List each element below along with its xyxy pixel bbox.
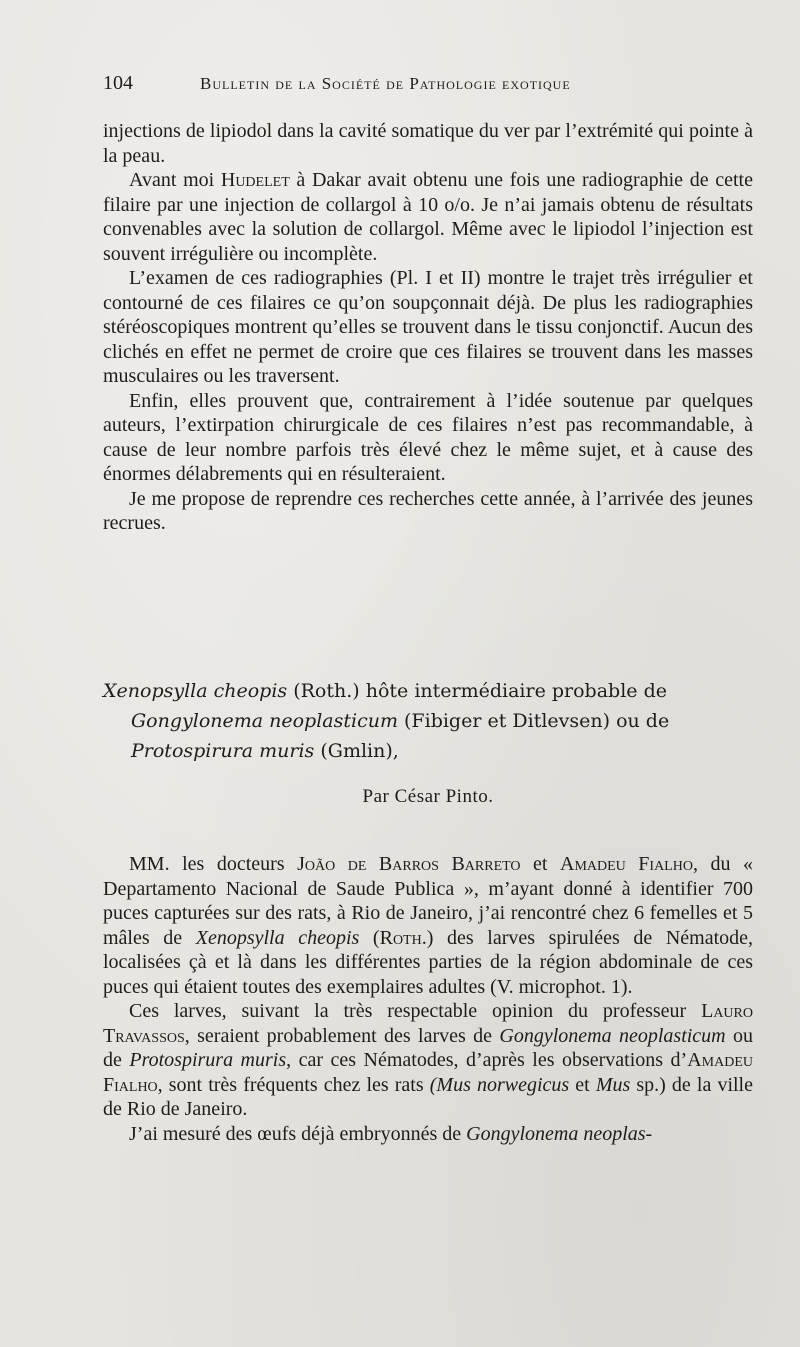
species-name: Mus: [595, 1073, 631, 1096]
species-name: (Mus norwegicus: [429, 1073, 570, 1096]
text-run: (Gmlin),: [314, 740, 399, 762]
paragraph: [103, 999, 753, 1122]
running-head: Bulletin de la Société de Pathologie exotique: [200, 74, 571, 93]
title-line: [103, 706, 753, 736]
text-run: , seraient probablement des larves de: [184, 1024, 500, 1047]
author-name: Amadeu Fialho: [560, 853, 693, 875]
previous-article-end: [103, 119, 753, 536]
species-name: Protospirura muris: [131, 740, 315, 762]
text-run: et: [520, 853, 560, 875]
text-run: ou de: [103, 1024, 753, 1071]
page-number: 104: [103, 72, 133, 94]
article-title: [103, 676, 753, 766]
text-run: et: [569, 1073, 596, 1096]
paragraph: [103, 1122, 753, 1147]
text-run: (: [359, 926, 380, 949]
paragraph: [103, 168, 753, 266]
text-run: MM. les docteurs: [129, 853, 298, 875]
species-name: Gongylonema neoplasticum: [131, 710, 398, 732]
text-run: (Fibiger et Ditlevsen) ou de: [397, 710, 670, 732]
text-run: J’ai mesuré des œufs déjà embryonnés de: [129, 1122, 467, 1145]
paragraph: L’examen de ces radiographies (Pl. I et II) montre le trajet très irrégulier et contourné de ces filaires ce qu’on soupçonnait déjà. De plus les radiographies stéréoscopiques montrent qu’elles se trouvent dans le tissu conjonctif. Aucun des clichés en effet ne permet de croire que ces filaires se trouvent dans les masses musculaires ou les traversent.: [103, 267, 753, 387]
page-header: [103, 72, 753, 102]
paragraph: Je me propose de reprendre ces recherches cette année, à l’arrivée des jeunes recrues.: [103, 487, 753, 534]
species-name: Protospirura muris: [129, 1049, 287, 1071]
author-name: Lauro Travassos: [103, 1000, 753, 1047]
paragraph: injections de lipiodol dans la cavité somatique du ver par l’extrémité qui pointe à la peau.: [103, 120, 753, 167]
text-run: ) des larves spirulées de Nématode, localisées çà et là dans les différentes parties de la région abdominale de ces puces qui étaient toutes des exemplaires adultes (V. microphot. 1).: [103, 926, 754, 998]
species-name: Gongylonema neoplas-: [466, 1122, 653, 1145]
author-name: Amadeu Fialho: [103, 1049, 753, 1096]
author-name: Roth.: [379, 926, 427, 949]
text-run: , du « Departamento Nacional de Saude Publica », m’ayant donné à identifier 700 puces capturées sur des rats, à Rio de Janeiro, j’ai rencontré chez 6 femelles et 5 mâles de: [103, 853, 753, 949]
text-run: Avant moi: [129, 169, 221, 191]
species-name: Gongylonema neoplasticum: [499, 1024, 726, 1047]
paragraph: Enfin, elles prouvent que, contrairement à l’idée soutenue par quelques auteurs, l’extirpation chirurgicale de ces filaires n’est pas recommandable, à cause de leur nombre parfois très élevé chez le même sujet, et à cause des énormes délabrements qui en résulteraient.: [103, 389, 753, 485]
title-line: [103, 676, 753, 706]
author-name: Hudelet: [220, 169, 290, 191]
byline: Par César Pinto.: [362, 786, 494, 807]
text-run: à Dakar avait obtenu une fois une radiographie de cette filaire par une injection de collargol à 10 o/o. Je n’ai jamais obtenu de résultats convenables avec la solution de collargol. Même avec le lipiodol l’injection est souvent irrégulière ou incomplète.: [103, 169, 753, 265]
article-body: [103, 852, 753, 1146]
text-run: , sont très fréquents chez les rats: [157, 1073, 430, 1096]
text-run: sp.) de la ville de Rio de Janeiro.: [103, 1073, 753, 1120]
paragraph: [103, 852, 753, 999]
text-run: , car ces Nématodes, d’après les observations d’: [286, 1049, 688, 1071]
title-line: [103, 736, 753, 766]
species-name: Xenopsylla cheopis: [103, 680, 288, 702]
author-name: João de Barros Barreto: [297, 853, 521, 875]
text-run: (Roth.) hôte intermédiaire probable de: [287, 680, 667, 702]
species-name: Xenopsylla cheopis: [195, 926, 360, 949]
text-run: Ces larves, suivant la très respectable opinion du professeur: [129, 1000, 702, 1022]
